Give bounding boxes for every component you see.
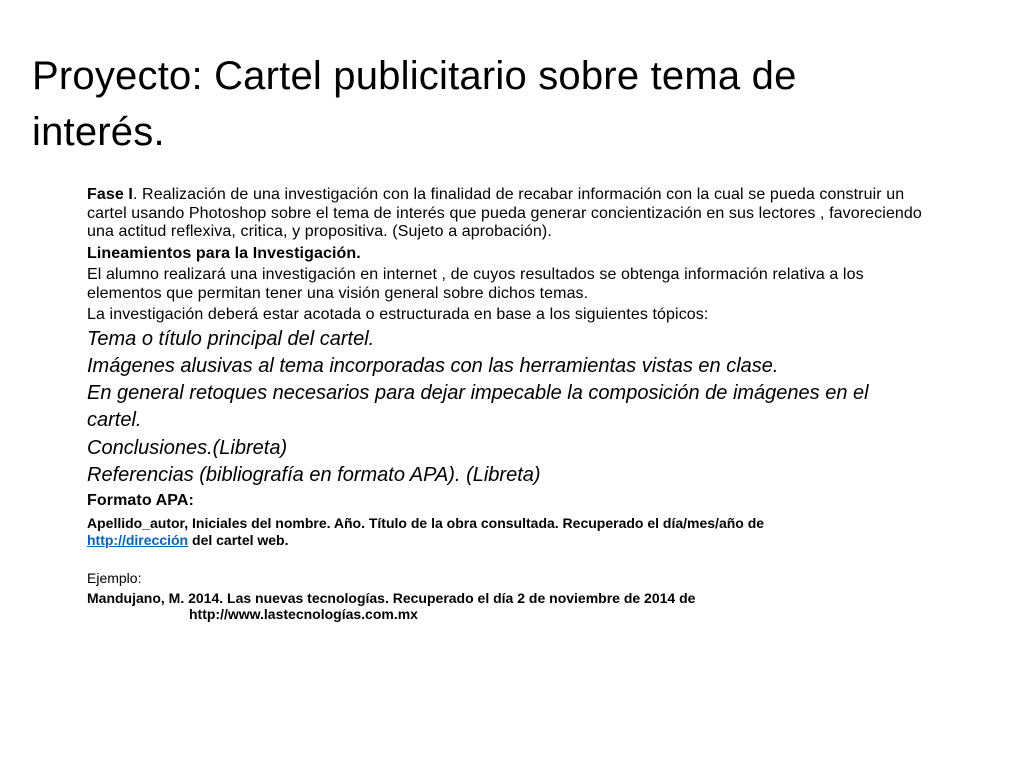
ejemplo-url: http://www.lastecnologías.com.mx (189, 606, 418, 622)
topic-item: En general retoques necesarios para dejar impecable la composición de imágenes en el cartel. (87, 381, 869, 431)
formato-line: Apellido_autor, Iniciales del nombre. Año. Título de la obra consultada. Recuperado el día/mes/año de (87, 515, 765, 531)
investigacion-paragraph: El alumno realizará una investigación en internet , de cuyos resultados se obtenga información relativa a los elementos que permitan tener una visión general sobre dichos temas. (87, 266, 864, 302)
slide-content (87, 186, 927, 623)
formato-suffix: del cartel web. (188, 531, 289, 548)
formato-paragraph (87, 515, 927, 548)
fase-paragraph (87, 186, 927, 242)
fase-label: Fase I (87, 186, 133, 203)
topic-item: Conclusiones.(Libreta) (87, 436, 288, 459)
formato-link[interactable]: http://dirección (87, 531, 189, 548)
topic-item: Imágenes alusivas al tema incorporadas con las herramientas vistas en clase. (87, 354, 779, 377)
lineamientos-heading: Lineamientos para la Investigación. (87, 244, 361, 262)
ejemplo-paragraph (87, 590, 927, 623)
ejemplo-label: Ejemplo: (87, 570, 142, 586)
fase-text: . Realización de una investigación con la finalidad de recabar información con la cual se pueda construir un cartel usando Photoshop sobre el tema de interés que pueda generar concientización en sus lectores , favoreciendo una actitud reflexiva, critica, y propositiva. (Sujeto a aprobación). (87, 186, 922, 240)
formato-heading: Formato APA: (87, 491, 194, 509)
acotada-paragraph: La investigación deberá estar acotada o estructurada en base a los siguientes tópicos: (87, 306, 709, 323)
topic-item: Referencias (bibliografía en formato APA). (Libreta) (87, 463, 541, 486)
slide-title: Proyecto: Cartel publicitario sobre tema de interés. (32, 54, 797, 154)
topic-item: Tema o título principal del cartel. (87, 327, 375, 350)
ejemplo-line: Mandujano, M. 2014. Las nuevas tecnologías. Recuperado el día 2 de noviembre de 2014 de (87, 589, 696, 606)
